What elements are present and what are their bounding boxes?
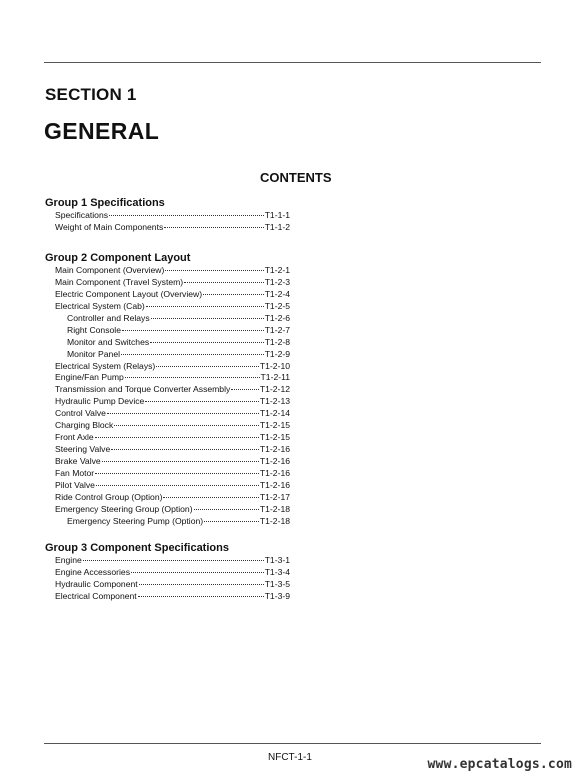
toc-entry-page: T1-2-4 (264, 288, 290, 299)
toc-entry-label: Transmission and Torque Converter Assembly (55, 384, 231, 395)
toc-entry-label: Weight of Main Components (55, 221, 164, 232)
group-heading: Group 3 Component Specifications (45, 542, 229, 554)
dot-leader (194, 509, 259, 510)
toc-entry (45, 591, 290, 603)
group-heading: Group 2 Component Layout (45, 252, 191, 264)
toc-entry-label: Control Valve (55, 408, 106, 419)
dot-leader (83, 560, 264, 561)
toc-entry (45, 265, 290, 277)
toc-entry (45, 480, 290, 492)
toc-entry-page: T1-2-9 (264, 348, 290, 359)
dot-leader (150, 342, 264, 343)
dot-leader (146, 306, 264, 307)
section-label: SECTION 1 (45, 85, 137, 104)
toc-entry-page: T1-3-9 (264, 590, 290, 601)
toc-entry-page: T1-2-16 (259, 456, 290, 466)
dot-leader (125, 377, 260, 378)
dot-leader (156, 366, 259, 367)
toc-entry-page: T1-2-13 (259, 396, 290, 407)
toc-entry (45, 313, 290, 325)
toc-entry-page: T1-2-15 (259, 420, 290, 431)
toc-entry-page: T1-2-10 (259, 360, 290, 371)
toc-entry (45, 384, 290, 396)
toc-entry-page: T1-2-18 (259, 515, 290, 526)
dot-leader (109, 215, 264, 216)
toc-entry (45, 432, 290, 444)
group-heading: Group 1 Specifications (45, 197, 165, 209)
dot-leader (95, 437, 259, 438)
dot-leader (114, 425, 259, 426)
toc-entry-label: Charging Block (55, 420, 114, 431)
toc-entry-label: Front Axle (55, 432, 94, 443)
toc-entry-page: T1-2-16 (259, 467, 290, 478)
toc-entry-label: Fan Motor (55, 467, 95, 478)
dot-leader (163, 497, 258, 498)
dot-leader (102, 461, 259, 462)
dot-leader (138, 596, 264, 597)
page-title: GENERAL (44, 118, 160, 144)
toc-entry (45, 301, 290, 313)
toc-entry-label: Electrical System (Cab) (55, 300, 145, 311)
toc-entry-page: T1-2-8 (264, 336, 290, 347)
toc-entry-page: T1-2-18 (259, 503, 290, 514)
dot-leader (111, 449, 259, 450)
toc-entry (45, 555, 290, 567)
toc-entry (45, 567, 290, 579)
toc-entry (45, 420, 290, 432)
toc-entry-label: Ride Control Group (Option) (55, 491, 163, 502)
toc-entry-label: Monitor and Switches (67, 336, 150, 347)
toc-entry (45, 337, 290, 349)
dot-leader (122, 330, 264, 331)
toc-entry (45, 325, 290, 337)
toc-entry-page: T1-3-4 (264, 566, 290, 577)
dot-leader (107, 413, 259, 414)
toc-entry-page: T1-2-17 (259, 491, 290, 502)
toc-entry-page: T1-2-5 (264, 300, 290, 311)
toc-entry-label: Engine (55, 555, 82, 565)
toc-entry-label: Main Component (Travel System) (55, 276, 184, 287)
toc-entry-label: Monitor Panel (67, 348, 121, 359)
toc-group-1 (45, 196, 290, 234)
toc-entry-label: Engine Accessories (55, 566, 130, 577)
toc-entry-page: T1-1-2 (264, 221, 290, 232)
toc-entry-page: T1-2-7 (264, 324, 290, 335)
toc-entry-page: T1-2-15 (259, 432, 290, 443)
toc-entry (45, 277, 290, 289)
toc-entry-label: Electrical Component (55, 590, 137, 601)
toc-entry (45, 516, 290, 528)
toc-entry (45, 349, 290, 361)
toc-group-2 (45, 251, 290, 528)
dot-leader (231, 389, 259, 390)
toc-entry (45, 579, 290, 591)
toc-entry-page: T1-1-1 (264, 210, 290, 220)
toc-entry (45, 408, 290, 420)
toc-entry-label: Emergency Steering Group (Option) (55, 503, 193, 514)
toc-entry-label: Specifications (55, 210, 109, 220)
dot-leader (204, 521, 259, 522)
toc-entry-label: Main Component (Overview) (55, 265, 165, 275)
toc-entry-label: Hydraulic Pump Device (55, 396, 145, 407)
toc-entry (45, 396, 290, 408)
toc-entry-label: Hydraulic Component (55, 578, 138, 589)
toc-entry-label: Controller and Relays (67, 312, 150, 323)
toc-entry-label: Electric Component Layout (Overview) (55, 288, 203, 299)
dot-leader (165, 270, 263, 271)
toc-entry-page: T1-3-5 (264, 578, 290, 589)
toc-entry-page: T1-3-1 (264, 555, 290, 565)
toc-entry-label: Pilot Valve (55, 479, 95, 490)
dot-leader (96, 485, 259, 486)
toc-entry (45, 289, 290, 301)
toc-entry (45, 222, 290, 234)
dot-leader (145, 401, 259, 402)
toc-entry (45, 444, 290, 456)
toc-entry (45, 468, 290, 480)
toc-entry-page: T1-2-14 (259, 408, 290, 419)
toc-entry-page: T1-2-16 (259, 444, 290, 455)
top-rule (44, 62, 541, 63)
toc-entry-page: T1-2-1 (264, 265, 290, 275)
toc-entry-page: T1-2-11 (260, 372, 290, 383)
toc-entry (45, 456, 290, 468)
toc-entry (45, 504, 290, 516)
dot-leader (184, 282, 264, 283)
toc-entry-page: T1-2-6 (264, 312, 290, 323)
toc-entry (45, 210, 290, 222)
toc-entry-page: T1-2-12 (259, 384, 290, 395)
dot-leader (203, 294, 264, 295)
dot-leader (151, 318, 264, 319)
toc-entry-label: Emergency Steering Pump (Option) (67, 515, 204, 526)
toc-entry (45, 492, 290, 504)
dot-leader (121, 354, 264, 355)
toc-group-3 (45, 541, 290, 603)
toc-entry (45, 361, 290, 373)
dot-leader (95, 473, 259, 474)
dot-leader (164, 227, 263, 228)
watermark: www.epcatalogs.com (427, 757, 572, 772)
bottom-rule (44, 743, 541, 744)
dot-leader (131, 572, 264, 573)
toc-entry-label: Engine/Fan Pump (55, 372, 124, 383)
toc-entry-label: Brake Valve (55, 456, 101, 466)
toc-entry-page: T1-2-3 (264, 276, 290, 287)
toc-entry-label: Steering Valve (55, 444, 111, 455)
toc-entry-label: Right Console (67, 324, 121, 335)
footer-page-number: NFCT-1-1 (268, 752, 312, 763)
toc-entry (45, 372, 290, 384)
contents-heading: CONTENTS (260, 170, 332, 185)
toc-entry-page: T1-2-16 (259, 479, 290, 490)
dot-leader (139, 584, 264, 585)
toc-entry-label: Electrical System (Relays) (55, 360, 156, 371)
